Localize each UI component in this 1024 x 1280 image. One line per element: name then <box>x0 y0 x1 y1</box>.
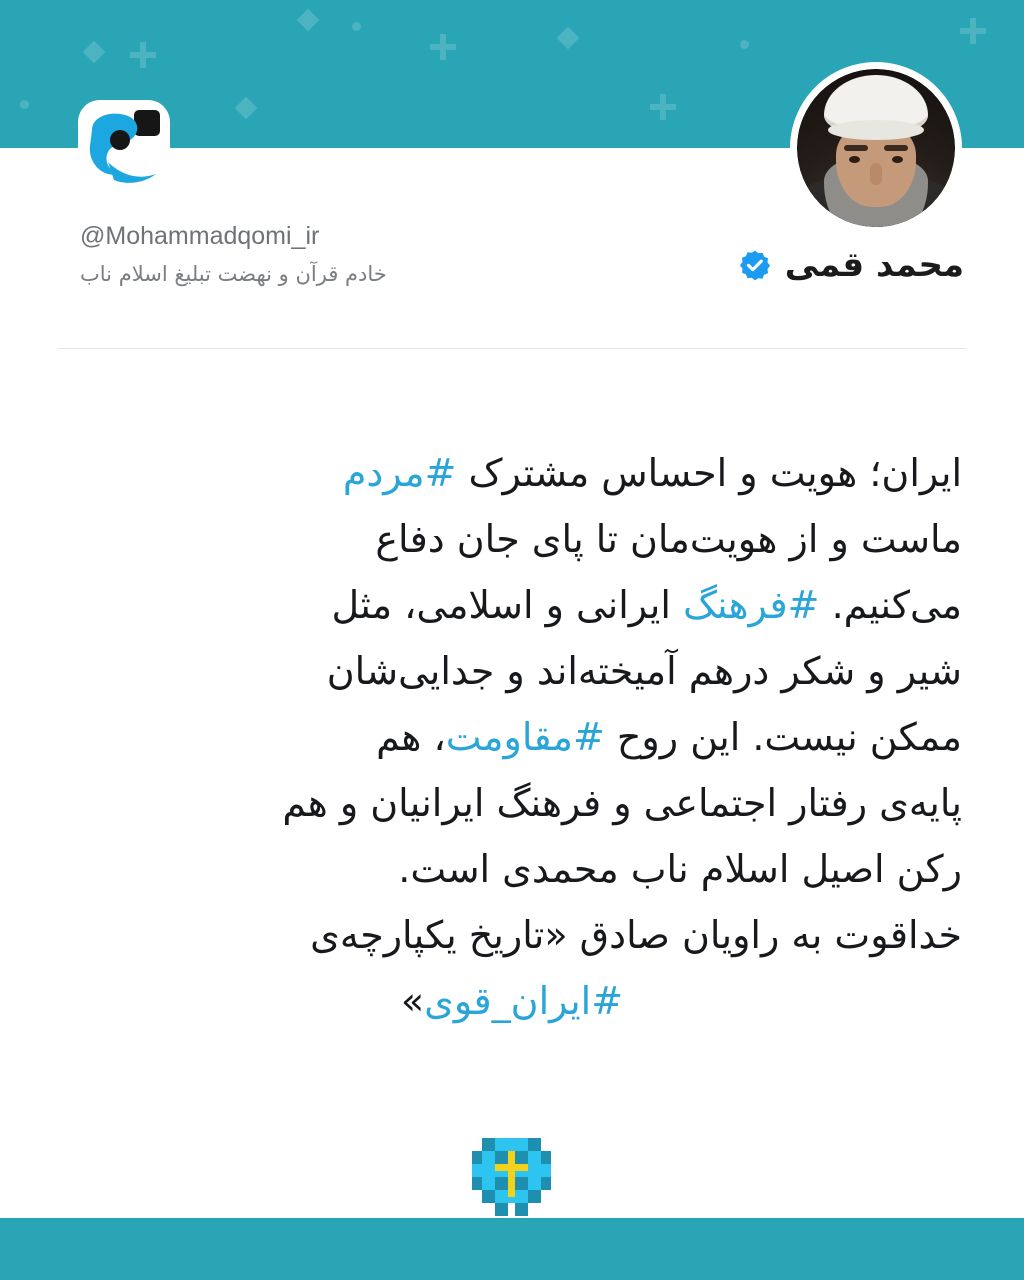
hashtag-link[interactable]: #مردم <box>342 451 457 495</box>
tweet-line <box>62 968 962 1034</box>
display-name: محمد قمی <box>784 245 964 285</box>
hashtag-link[interactable]: #مقاومت <box>445 715 605 759</box>
bottom-bar <box>0 1218 1024 1280</box>
tweet-text-run: ، هم <box>376 715 446 759</box>
profile-name-row <box>739 245 964 285</box>
tweet-text <box>62 440 962 1034</box>
profile-bio: خادم قرآن و نهضت تبلیغ اسلام ناب <box>80 262 387 286</box>
tweet-text-run: ماست و از هویت‌مان تا پای جان دفاع <box>375 517 962 561</box>
tweet-line <box>62 440 962 506</box>
hashtag-link[interactable]: #ایران_قوی <box>424 979 624 1023</box>
bird-logo-icon <box>78 100 170 192</box>
tweet-line <box>62 836 962 902</box>
tweet-line <box>62 506 962 572</box>
tweet-text-run: ایران؛ هویت و احساس مشترک <box>456 451 962 495</box>
tweet-line <box>62 638 962 704</box>
tweet-text-run: پایه‌ی رفتار اجتماعی و فرهنگ ایرانیان و هم <box>282 781 962 825</box>
tweet-text-run: خداقوت به راویان صادق «تاریخ یکپارچه‌ی <box>310 913 962 957</box>
header-divider <box>58 348 966 349</box>
profile-handle[interactable]: @Mohammadqomi_ir <box>80 222 320 250</box>
hashtag-link[interactable]: #فرهنگ <box>683 583 820 627</box>
tweet-text-run: ایرانی و اسلامی، مثل <box>331 583 683 627</box>
tweet-line <box>62 572 962 638</box>
verified-badge-icon <box>739 249 771 281</box>
mosaic-plus-icon <box>466 1132 558 1218</box>
tweet-text-run: شیر و شکر درهم آمیخته‌اند و جدایی‌شان <box>326 649 962 693</box>
avatar[interactable] <box>790 62 962 234</box>
tweet-line <box>62 704 962 770</box>
tweet-text-run: می‌کنیم. <box>819 583 962 627</box>
tweet-text-run: رکن اصیل اسلام ناب محمدی است. <box>398 847 962 891</box>
tweet-text-run: » <box>400 979 425 1023</box>
tweet-text-run: ممکن نیست. این روح <box>604 715 962 759</box>
tweet-line <box>62 902 962 968</box>
tweet-line <box>62 770 962 836</box>
